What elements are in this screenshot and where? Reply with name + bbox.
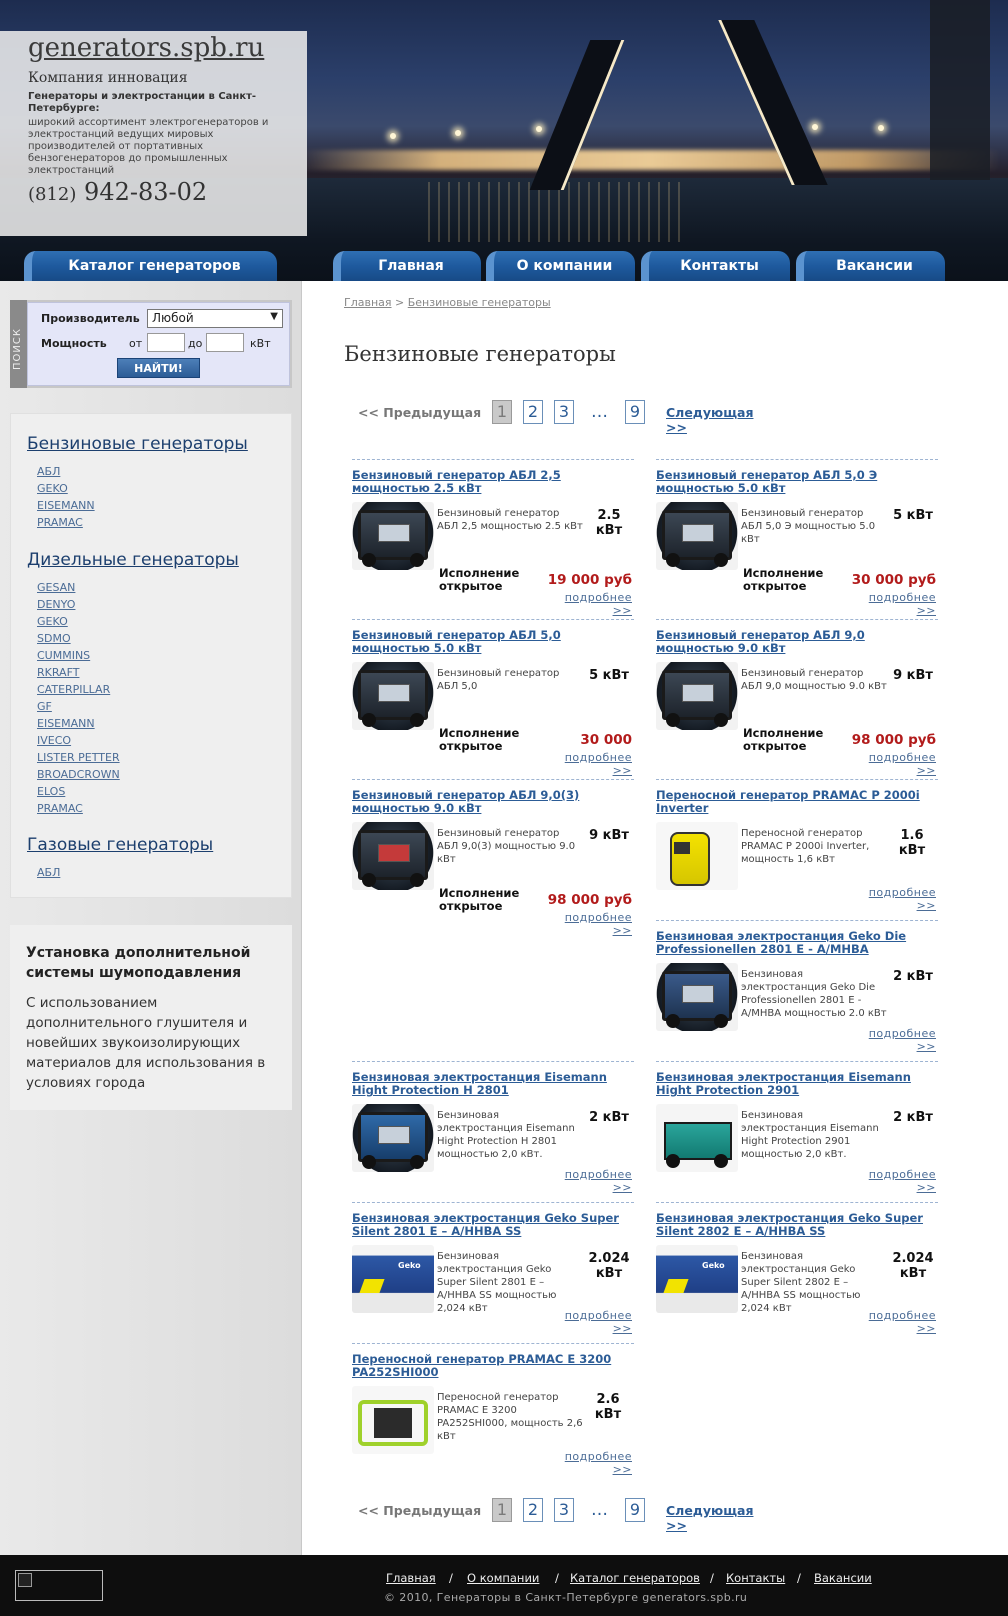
power-to-label: до <box>188 337 203 350</box>
product-more-link[interactable]: подробнее >> <box>564 1309 632 1335</box>
product-card <box>656 619 938 777</box>
product-image[interactable]: Geko <box>352 1245 434 1313</box>
product-image[interactable] <box>352 1386 434 1454</box>
pager-page-2[interactable]: 2 <box>523 1498 543 1522</box>
product-title-link[interactable]: Бензиновая электростанция Eisemann Hight Protection 2901 <box>656 1070 911 1097</box>
product-execution: Исполнение открытое <box>743 566 824 593</box>
product-image[interactable] <box>352 822 434 890</box>
product-card <box>656 459 938 617</box>
gas-brand-list <box>37 864 60 881</box>
lamp-light <box>455 130 461 136</box>
product-description: Бензиновая электростанция Geko Die Professionellen 2801 E - A/MHBA мощностью 2.0 кВт <box>741 969 887 1019</box>
footer-about-link[interactable]: О компании <box>467 1571 540 1585</box>
power-label: Мощность <box>41 337 107 350</box>
brand-link[interactable]: RKRAFT <box>37 666 80 679</box>
promo-box <box>10 925 292 1110</box>
product-card <box>352 779 634 937</box>
product-description: Бензиновая электростанция Geko Super Silent 2801 E – A/HHBA SS мощностью 2,024 кВт <box>437 1251 557 1314</box>
brand-link[interactable]: EISEMANN <box>37 499 95 512</box>
product-title-link[interactable]: Бензиновая электростанция Eisemann Hight Protection H 2801 <box>352 1070 607 1097</box>
broken-image-icon <box>15 1570 103 1601</box>
search-tab <box>10 300 27 388</box>
site-title-link[interactable]: generators.spb.ru <box>28 33 265 63</box>
product-more-link[interactable]: подробнее >> <box>868 886 936 912</box>
product-image[interactable] <box>656 963 738 1031</box>
product-description: Бензиновый генератор АБЛ 9,0 мощностью 9.0 кВт <box>741 668 887 692</box>
pager-page-9[interactable]: 9 <box>625 1498 645 1522</box>
product-card <box>656 779 938 912</box>
power-from-input[interactable] <box>147 333 185 352</box>
power-unit-label: кВт <box>250 337 271 350</box>
brand-link[interactable]: GEKO <box>37 482 68 495</box>
footer-home-link[interactable]: Главная <box>386 1571 436 1585</box>
category-gas[interactable]: Газовые генераторы <box>27 835 214 855</box>
product-more-link[interactable]: подробнее >> <box>868 1027 936 1053</box>
product-execution: Исполнение открытое <box>439 886 520 913</box>
product-power: 9 кВт <box>589 828 629 843</box>
copyright: © 2010, Генераторы в Санкт-Петербурге generators.spb.ru <box>384 1591 748 1604</box>
footer-separator: / <box>555 1571 559 1585</box>
product-price: 30 000 <box>580 732 632 748</box>
product-card <box>352 1343 634 1476</box>
product-image[interactable] <box>352 1104 434 1172</box>
product-description: Бензиновая электростанция Eisemann Hight Protection H 2801 мощностью 2,0 кВт. <box>437 1110 575 1160</box>
nav-contacts[interactable]: Контакты <box>641 251 790 281</box>
brand-link[interactable]: BROADCROWN <box>37 768 120 781</box>
product-card <box>352 459 634 617</box>
product-title-link[interactable]: Бензиновый генератор АБЛ 9,0(3) мощностью 9.0 кВт <box>352 788 580 815</box>
product-description: Переносной генератор PRAMAC P 2000i Inverter, мощность 1,6 кВт <box>741 828 870 865</box>
nav-home[interactable]: Главная <box>333 251 481 281</box>
header-banner <box>0 0 1008 281</box>
city-lights <box>300 150 1000 170</box>
breadcrumb-home[interactable]: Главная <box>344 296 392 309</box>
brand-link[interactable]: PRAMAC <box>37 802 83 815</box>
product-description: Бензиновая электростанция Geko Super Silent 2802 E – A/HHBA SS мощностью 2,024 кВт <box>741 1251 861 1314</box>
brand-link[interactable]: CATERPILLAR <box>37 683 111 696</box>
product-power: 2.6 кВт <box>594 1392 622 1422</box>
product-description: Бензиновый генератор АБЛ 9,0(3) мощностью 9.0 кВт <box>437 828 576 865</box>
promo-text: С использованием дополнительного глушителя и новейших звукоизолирующих материалов для использования в условиях города <box>26 995 266 1091</box>
product-image[interactable] <box>352 502 434 570</box>
footer-separator: / <box>449 1571 453 1585</box>
diesel-brand-list <box>37 579 120 817</box>
lamp-light <box>390 133 396 139</box>
nav-vacancies[interactable]: Вакансии <box>796 251 945 281</box>
power-from-label: от <box>129 337 143 350</box>
product-description: Переносной генератор PRAMAC E 3200 PA252SHI000, мощность 2,6 кВт <box>437 1392 583 1442</box>
page-title: Бензиновые генераторы <box>344 342 616 366</box>
product-card <box>656 1061 938 1194</box>
product-title-link[interactable]: Бензиновый генератор АБЛ 5,0 Э мощностью 5.0 кВт <box>656 468 878 495</box>
phone-code: (812) <box>28 184 77 205</box>
pager-ellipsis: … <box>591 1500 608 1520</box>
petrol-brand-list <box>37 463 95 531</box>
product-more-link[interactable]: подробнее >> <box>564 1168 632 1194</box>
footer-separator: / <box>797 1571 801 1585</box>
category-diesel[interactable]: Дизельные генераторы <box>27 550 239 570</box>
product-execution: Исполнение открытое <box>439 566 520 593</box>
breadcrumb <box>344 296 551 309</box>
search-form <box>27 302 290 386</box>
brand-link[interactable]: PRAMAC <box>37 516 83 529</box>
product-card <box>352 619 634 777</box>
pager-prev[interactable]: << Предыдущая <box>358 405 482 420</box>
product-image[interactable] <box>352 662 434 730</box>
product-power: 2 кВт <box>589 1110 629 1125</box>
product-power: 9 кВт <box>893 668 933 683</box>
phone-digits: 942-83-02 <box>84 178 208 206</box>
brand-link[interactable]: IVECO <box>37 734 72 747</box>
product-card <box>352 1061 634 1194</box>
sidebar <box>0 281 302 1555</box>
product-title-link[interactable]: Бензиновый генератор АБЛ 2,5 мощностью 2.5 кВт <box>352 468 561 495</box>
product-image[interactable] <box>656 502 738 570</box>
pager-page-9[interactable]: 9 <box>625 400 645 424</box>
product-power: 5 кВт <box>893 508 933 523</box>
product-image[interactable] <box>656 1104 738 1172</box>
product-title-link[interactable]: Бензиновый генератор АБЛ 5,0 мощностью 5.0 кВт <box>352 628 561 655</box>
pager-next[interactable]: Следующая >> <box>666 405 754 435</box>
product-price: 19 000 руб <box>547 572 632 588</box>
product-power: 2.024 кВт <box>892 1251 934 1281</box>
brand-link[interactable]: CUMMINS <box>37 649 91 662</box>
company-info-box <box>0 31 307 236</box>
product-description: Бензиновая электростанция Eisemann Hight Protection 2901 мощностью 2,0 кВт. <box>741 1110 879 1160</box>
product-card <box>656 1202 938 1335</box>
pager-prev[interactable]: << Предыдущая <box>358 1503 482 1518</box>
lamp-light <box>812 124 818 130</box>
product-more-link[interactable]: подробнее >> <box>868 591 936 617</box>
company-description: широкий ассортимент электрогенераторов и электростанций ведущих мировых производителей от портативных бензогенераторов до промышленных электростанций <box>28 117 269 176</box>
pager-next[interactable]: Следующая >> <box>666 1503 754 1533</box>
pager-page-1[interactable]: 1 <box>492 1498 512 1522</box>
product-execution: Исполнение открытое <box>743 726 824 753</box>
lamp-light <box>878 125 884 131</box>
ship-silhouette <box>930 0 990 180</box>
product-more-link[interactable]: подробнее >> <box>564 591 632 617</box>
brand-link[interactable]: SDMO <box>37 632 71 645</box>
product-power: 2 кВт <box>893 969 933 984</box>
pager-page-1[interactable]: 1 <box>492 400 512 424</box>
product-description: Бензиновый генератор АБЛ 2,5 мощностью 2.5 кВт <box>437 508 583 532</box>
nav-about[interactable]: О компании <box>486 251 635 281</box>
brand-link[interactable]: GF <box>37 700 52 713</box>
breadcrumb-separator: > <box>395 296 405 309</box>
product-price: 30 000 руб <box>851 572 936 588</box>
product-power: 2.5 кВт <box>595 508 623 538</box>
product-price: 98 000 руб <box>547 892 632 908</box>
footer <box>0 1555 1008 1616</box>
brand-link[interactable]: LISTER PETTER <box>37 751 120 764</box>
promo-title: Установка дополнительной системы шумоподавления <box>26 945 251 981</box>
product-power: 2 кВт <box>893 1110 933 1125</box>
search-tab-label: ПОИСК <box>12 328 23 370</box>
power-to-input[interactable] <box>206 333 244 352</box>
search-panel <box>10 300 292 388</box>
brand-link[interactable]: EISEMANN <box>37 717 95 730</box>
footer-vacancies-link[interactable]: Вакансии <box>814 1571 872 1585</box>
brand-link[interactable]: GEKO <box>37 615 68 628</box>
category-panel <box>10 413 292 898</box>
product-card <box>656 920 938 1053</box>
product-power: 1.6 кВт <box>898 828 926 858</box>
brand-link[interactable]: DENYO <box>37 598 76 611</box>
product-more-link[interactable]: подробнее >> <box>564 911 632 937</box>
water-reflection <box>420 182 680 242</box>
main-navigation <box>0 251 1008 281</box>
pager-page-3[interactable]: 3 <box>554 400 574 424</box>
brand-link[interactable]: GESAN <box>37 581 76 594</box>
product-execution: Исполнение открытое <box>439 726 520 753</box>
brand-link[interactable]: АБЛ <box>37 465 61 478</box>
product-price: 98 000 руб <box>851 732 936 748</box>
breadcrumb-current[interactable]: Бензиновые генераторы <box>407 296 551 309</box>
product-image[interactable] <box>656 822 738 890</box>
footer-catalog-link[interactable]: Каталог генераторов <box>570 1571 700 1585</box>
product-title-link[interactable]: Переносной генератор PRAMAC P 2000i Inverter <box>656 788 920 815</box>
product-more-link[interactable]: подробнее >> <box>564 751 632 777</box>
category-petrol[interactable]: Бензиновые генераторы <box>27 434 248 454</box>
brand-link[interactable]: ELOS <box>37 785 66 798</box>
pager-ellipsis: … <box>591 402 608 422</box>
product-power: 5 кВт <box>589 668 629 683</box>
nav-catalog[interactable]: Каталог генераторов <box>24 251 277 281</box>
product-title-link[interactable]: Бензиновая электростанция Geko Super Silent 2802 E – A/HHBA SS <box>656 1211 923 1238</box>
product-description: Бензиновый генератор АБЛ 5,0 <box>437 668 560 692</box>
phone-number <box>28 179 307 208</box>
find-button[interactable]: НАЙТИ! <box>117 358 200 378</box>
product-card <box>352 1202 634 1335</box>
footer-contacts-link[interactable]: Контакты <box>726 1571 786 1585</box>
lamp-light <box>536 126 542 132</box>
pager-page-3[interactable]: 3 <box>554 1498 574 1522</box>
product-more-link[interactable]: подробнее >> <box>868 1309 936 1335</box>
footer-separator: / <box>710 1571 714 1585</box>
pagination-bottom <box>358 1498 778 1533</box>
product-description: Бензиновый генератор АБЛ 5,0 Э мощностью 5.0 кВт <box>741 508 876 545</box>
product-image[interactable]: Geko <box>656 1245 738 1313</box>
product-title-link[interactable]: Бензиновая электростанция Geko Die Professionellen 2801 E - A/MHBA <box>656 929 907 956</box>
product-title-link[interactable]: Переносной генератор PRAMAC E 3200 PA252SHI000 <box>352 1352 612 1379</box>
maker-select-value: Любой <box>152 311 194 325</box>
tagline: Генераторы и электростанции в Санкт-Петербурге: <box>28 91 257 114</box>
maker-label: Производитель <box>41 312 140 325</box>
pagination-top <box>358 400 778 435</box>
product-more-link[interactable]: подробнее >> <box>868 751 936 777</box>
product-title-link[interactable]: Бензиновый генератор АБЛ 9,0 мощностью 9.0 кВт <box>656 628 865 655</box>
pager-page-2[interactable]: 2 <box>523 400 543 424</box>
product-power: 2.024 кВт <box>588 1251 630 1281</box>
maker-select[interactable] <box>147 309 283 328</box>
brand-link[interactable]: АБЛ <box>37 866 61 879</box>
product-title-link[interactable]: Бензиновая электростанция Geko Super Silent 2801 E – A/HHBA SS <box>352 1211 619 1238</box>
company-name: Компания инновация <box>28 70 188 86</box>
dropdown-arrow-icon: ▼ <box>270 311 278 322</box>
product-more-link[interactable]: подробнее >> <box>868 1168 936 1194</box>
product-more-link[interactable]: подробнее >> <box>564 1450 632 1476</box>
product-image[interactable] <box>656 662 738 730</box>
